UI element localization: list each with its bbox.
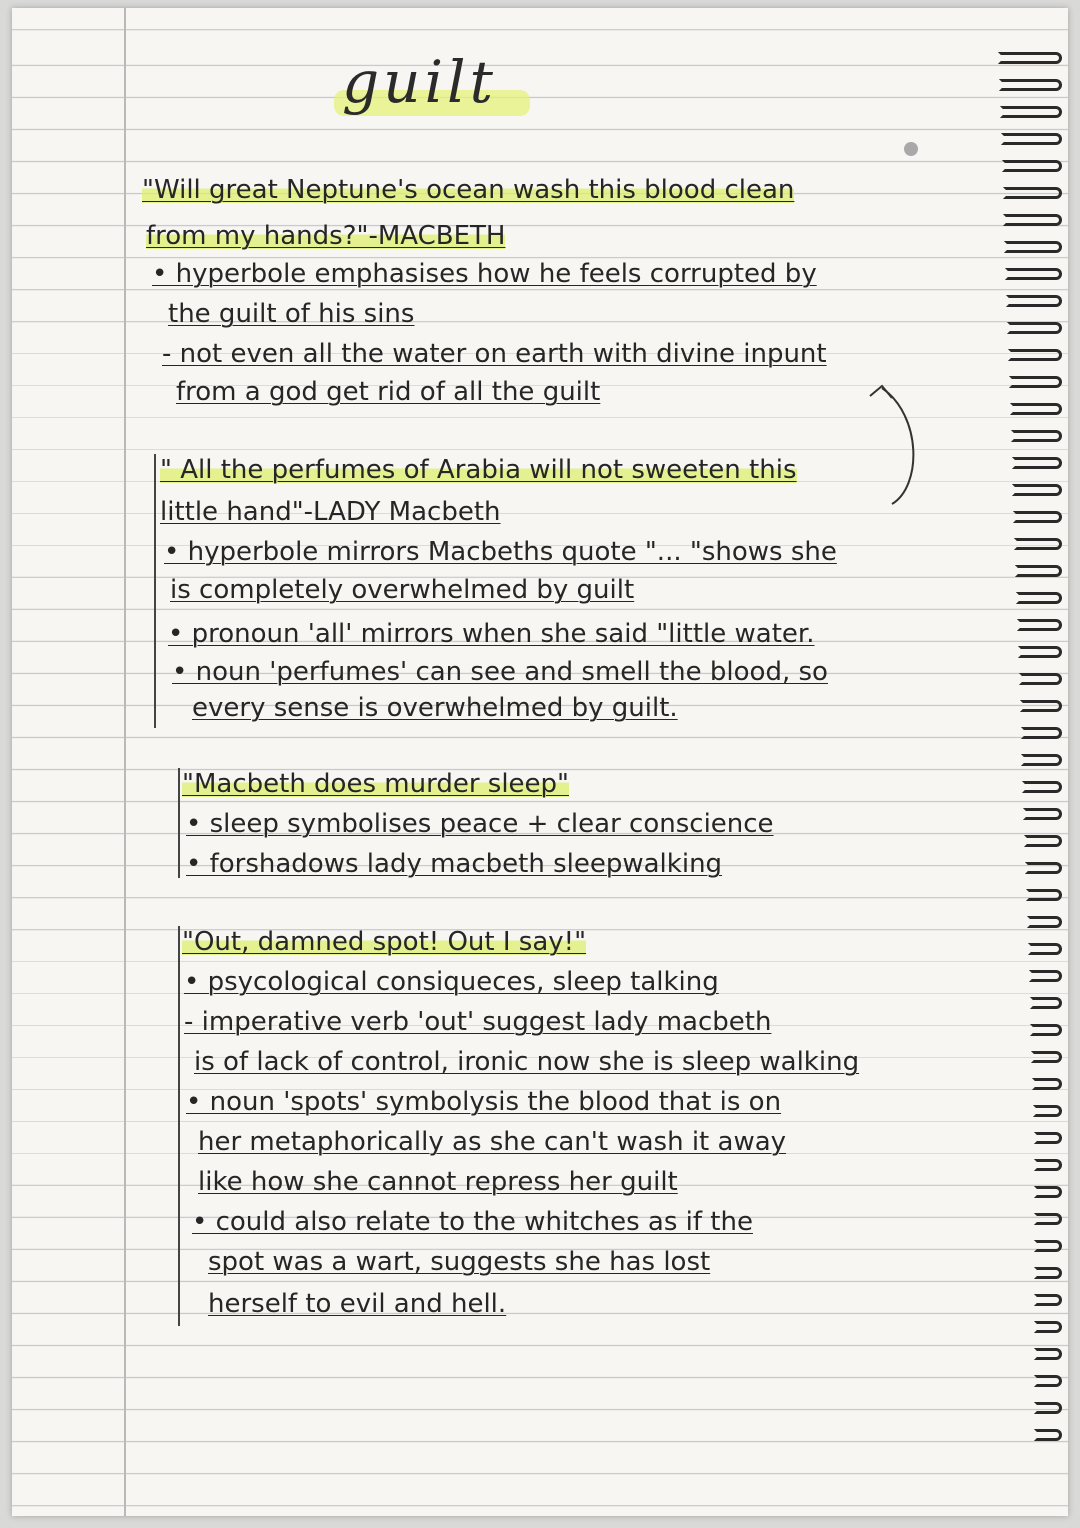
note-line: the guilt of his sins	[168, 299, 415, 329]
section-bracket	[154, 454, 156, 728]
note-line: like how she cannot repress her guilt	[198, 1167, 678, 1197]
quote-line: "Macbeth does murder sleep"	[182, 769, 569, 799]
page-title: guilt	[342, 48, 497, 116]
note-line: • psycological consiqueces, sleep talking	[184, 967, 719, 997]
note-line: • noun 'perfumes' can see and smell the blood, so	[172, 657, 828, 687]
note-line: - imperative verb 'out' suggest lady macbeth	[184, 1007, 772, 1037]
quote-line: from my hands?"-MACBETH	[146, 221, 506, 251]
section-bracket	[178, 926, 180, 1326]
note-line: from a god get rid of all the guilt	[176, 377, 601, 407]
note-line: • sleep symbolises peace + clear conscience	[186, 809, 774, 839]
note-line: is of lack of control, ironic now she is sleep walking	[194, 1047, 860, 1077]
quote-line: " All the perfumes of Arabia will not sweeten this	[160, 455, 797, 485]
note-line: • noun 'spots' symbolysis the blood that is on	[186, 1087, 782, 1117]
section-bracket	[178, 768, 180, 878]
note-line: spot was a wart, suggests she has lost	[208, 1247, 711, 1277]
note-line: every sense is overwhelmed by guilt.	[192, 693, 678, 723]
note-line: her metaphorically as she can't wash it away	[198, 1127, 787, 1157]
note-line: herself to evil and hell.	[208, 1289, 507, 1319]
note-line: • forshadows lady macbeth sleepwalking	[186, 849, 723, 879]
notebook-page	[12, 8, 1068, 1516]
note-line: • hyperbole emphasises how he feels corrupted by	[152, 259, 817, 289]
quote-line: "Out, damned spot! Out I say!"	[182, 927, 587, 957]
quote-line: "Will great Neptune's ocean wash this blood clean	[142, 175, 795, 205]
note-line: • could also relate to the whitches as if the	[192, 1207, 753, 1237]
quote-line: little hand"-LADY Macbeth	[160, 497, 501, 527]
note-line: - not even all the water on earth with divine inpunt	[162, 339, 827, 369]
note-line: is completely overwhelmed by guilt	[170, 575, 635, 605]
note-line: • pronoun 'all' mirrors when she said "little water.	[168, 619, 815, 649]
notes-body	[12, 8, 1068, 1516]
arrow-connector	[772, 376, 932, 516]
note-line: • hyperbole mirrors Macbeths quote "... "shows she	[164, 537, 837, 567]
